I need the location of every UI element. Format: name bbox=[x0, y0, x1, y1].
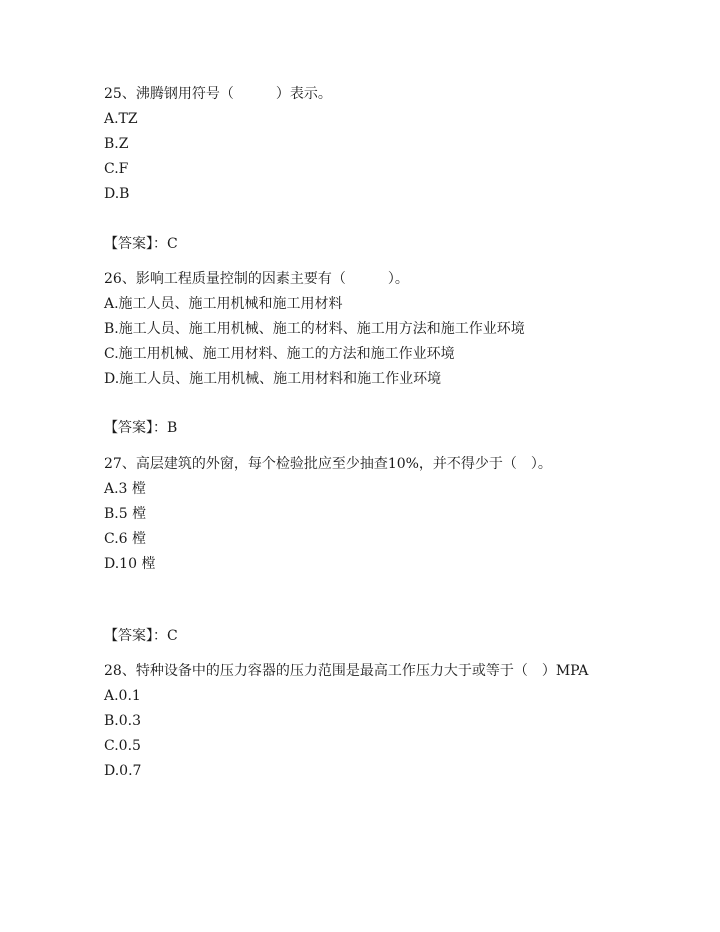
option-a: A.施工人员、施工用机械和施工用材料 bbox=[104, 296, 343, 312]
answer-26: 【答案】：B bbox=[104, 420, 178, 436]
option-d: D.10 樘 bbox=[104, 556, 156, 572]
question-26 bbox=[104, 267, 624, 392]
answer-25: 【答案】：C bbox=[104, 236, 178, 252]
question-stem: 25、沸腾钢用符号（ ）表示。 bbox=[104, 86, 332, 102]
option-b: B.施工人员、施工用机械、施工的材料、施工用方法和施工作业环境 bbox=[104, 321, 525, 337]
option-a: A.TZ bbox=[104, 111, 138, 127]
option-c: C.施工用机械、施工用材料、施工的方法和施工作业环境 bbox=[104, 346, 455, 362]
option-b: B.Z bbox=[104, 136, 129, 152]
option-d: D.施工人员、施工用机械、施工用材料和施工作业环境 bbox=[104, 371, 442, 387]
question-25 bbox=[104, 82, 624, 207]
question-stem: 27、高层建筑的外窗，每个检验批应至少抽查10%，并不得少于（ ）。 bbox=[104, 456, 552, 472]
option-c: C.6 樘 bbox=[104, 531, 147, 547]
option-c: C.F bbox=[104, 161, 129, 177]
option-a: A.0.1 bbox=[104, 688, 141, 704]
option-d: D.B bbox=[104, 186, 130, 202]
question-27 bbox=[104, 452, 624, 577]
option-a: A.3 樘 bbox=[104, 481, 146, 497]
option-d: D.0.7 bbox=[104, 763, 142, 779]
question-stem: 28、特种设备中的压力容器的压力范围是最高工作压力大于或等于（ ）MPA bbox=[104, 663, 589, 679]
option-b: B.0.3 bbox=[104, 713, 142, 729]
question-stem: 26、影响工程质量控制的因素主要有（ ）。 bbox=[104, 271, 409, 287]
option-c: C.0.5 bbox=[104, 738, 141, 754]
answer-27: 【答案】：C bbox=[104, 628, 178, 644]
option-b: B.5 樘 bbox=[104, 506, 147, 522]
question-28 bbox=[104, 659, 624, 784]
